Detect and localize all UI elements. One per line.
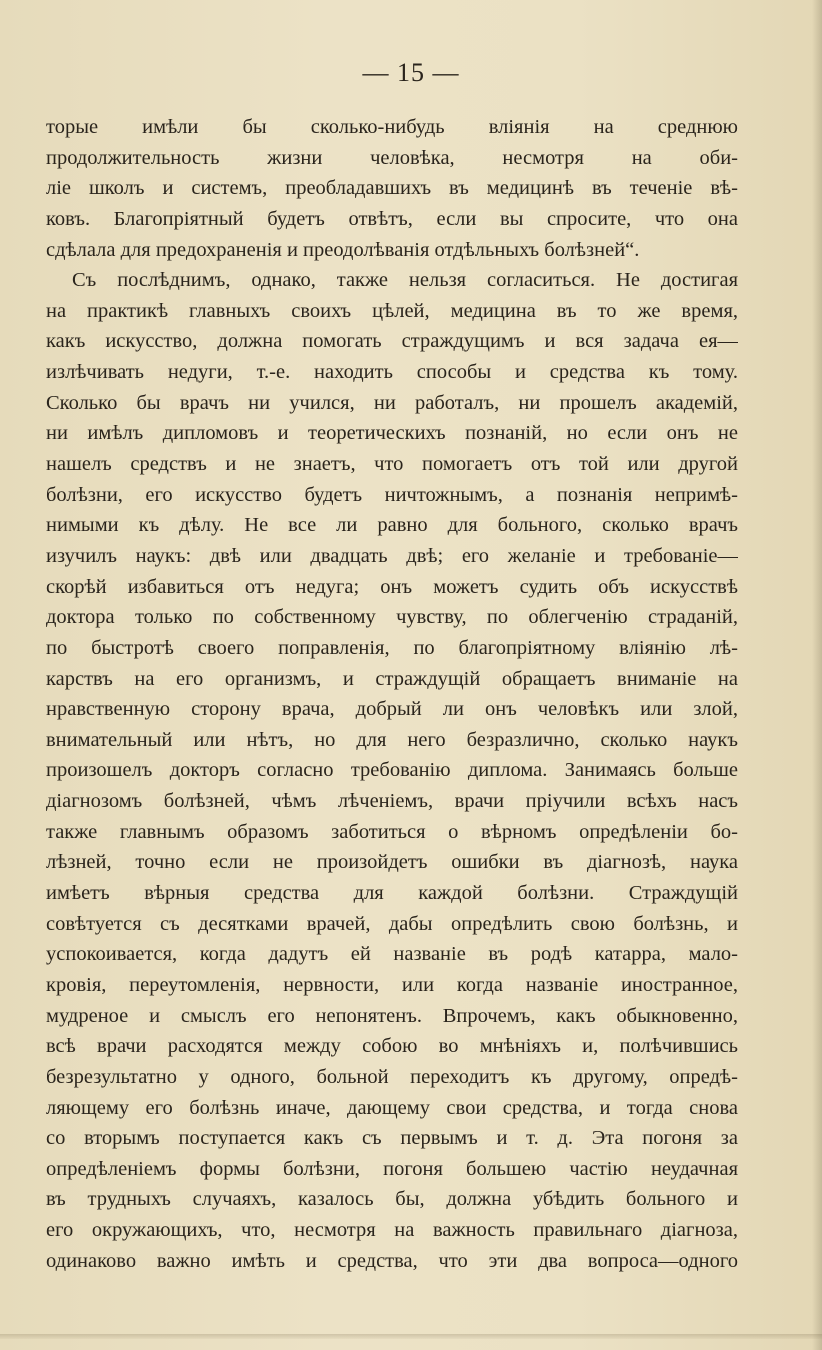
text-line: Сколько бы врачъ ни учился, ни работалъ, ни прошелъ академій,	[46, 391, 738, 414]
text-line: совѣтуется съ десятками врачей, дабы опредѣлить свою болѣзнь, и	[46, 912, 738, 935]
text-line: болѣзни, его искусство будетъ ничтожнымъ, а познанія непримѣ-	[46, 483, 738, 506]
text-line: по быстротѣ своего поправленія, по благопріятному вліянію лѣ-	[46, 636, 738, 659]
text-line: карствъ на его организмъ, и страждущій обращаетъ вниманіе на	[46, 667, 738, 690]
body-text	[46, 112, 738, 1276]
text-line: внимательный или нѣтъ, но для него безразлично, сколько наукъ	[46, 728, 738, 751]
text-line: мудреное и смыслъ его непонятенъ. Впрочемъ, какъ обыкновенно,	[46, 1004, 738, 1027]
page-number: — 15 —	[362, 58, 460, 87]
text-line: ни имѣлъ дипломовъ и теоретическихъ познаній, но если онъ не	[46, 422, 738, 445]
text-line: имѣетъ вѣрныя средства для каждой болѣзни. Страждущій	[46, 882, 738, 905]
text-line: излѣчивать недуги, т.-е. находить способы и средства къ тому.	[46, 361, 738, 384]
text-line: успокоивается, когда дадутъ ей названіе въ родѣ катарра, мало-	[46, 943, 738, 966]
text-line: также главнымъ образомъ заботиться о вѣрномъ опредѣленіи бо-	[46, 820, 738, 843]
text-line: скорѣй избавиться отъ недуга; онъ можетъ судить объ искусствѣ	[46, 575, 738, 598]
text-line: нимыми къ дѣлу. Не все ли равно для больного, сколько врачъ	[46, 514, 738, 537]
text-line: ліе школъ и системъ, преобладавшихъ въ медицинѣ въ теченіе вѣ-	[46, 177, 738, 200]
text-line: всѣ врачи расходятся между собою во мнѣніяхъ и, полѣчившись	[46, 1035, 738, 1058]
page-bottom-edge	[0, 1334, 822, 1339]
text-line: сдѣлала для предохраненія и преодолѣванія отдѣльныхъ болѣзней“.	[46, 238, 640, 261]
text-line: на практикѣ главныхъ своихъ цѣлей, медицина въ то же время,	[46, 299, 738, 322]
text-line: нашелъ средствъ и не знаетъ, что помогаетъ отъ той или другой	[46, 453, 738, 476]
text-line: его окружающихъ, что, несмотря на важность правильнаго діагноза,	[46, 1219, 738, 1242]
text-line: изучилъ наукъ: двѣ или двадцать двѣ; его желаніе и требованіе—	[46, 544, 738, 567]
text-line: торые имѣли бы сколько-нибудь вліянія на среднюю	[46, 116, 738, 138]
text-line: произошелъ докторъ согласно требованію диплома. Занимаясь больше	[46, 759, 738, 782]
text-line: Съ послѣднимъ, однако, также нельзя согласиться. Не достигая	[72, 269, 738, 292]
text-line: ляющему его болѣзнь иначе, дающему свои средства, и тогда снова	[46, 1096, 738, 1119]
text-line: кровія, переутомленія, нервности, или когда названіе иностранное,	[46, 973, 738, 996]
text-line: продолжительность жизни человѣка, несмотря на оби-	[46, 146, 738, 169]
text-line: ковъ. Благопріятный будетъ отвѣтъ, если вы спросите, что она	[46, 207, 738, 230]
text-line: со вторымъ поступается какъ съ первымъ и т. д. Эта погоня за	[46, 1127, 738, 1150]
text-line: безрезультатно у одного, больной переходитъ къ другому, опредѣ-	[46, 1065, 738, 1088]
text-line: въ трудныхъ случаяхъ, казалось бы, должна убѣдить больного и	[46, 1188, 738, 1211]
text-line: опредѣленіемъ формы болѣзни, погоня большею частію неудачная	[46, 1157, 738, 1180]
text-line: доктора только по собственному чувству, по облегченію страданій,	[46, 606, 738, 629]
text-line: нравственную сторону врача, добрый ли онъ человѣкъ или злой,	[46, 698, 738, 721]
text-line: какъ искусство, должна помогать страждущимъ и вся задача ея—	[46, 330, 738, 353]
text-line: одинаково важно имѣть и средства, что эти два вопроса—одного	[46, 1249, 738, 1272]
text-line: діагнозомъ болѣзней, чѣмъ лѣченіемъ, врачи пріучили всѣхъ насъ	[46, 790, 738, 813]
page-edge-shadow	[812, 0, 822, 1350]
text-line: лѣзней, точно если не произойдетъ ошибки въ діагнозѣ, наука	[46, 851, 738, 874]
